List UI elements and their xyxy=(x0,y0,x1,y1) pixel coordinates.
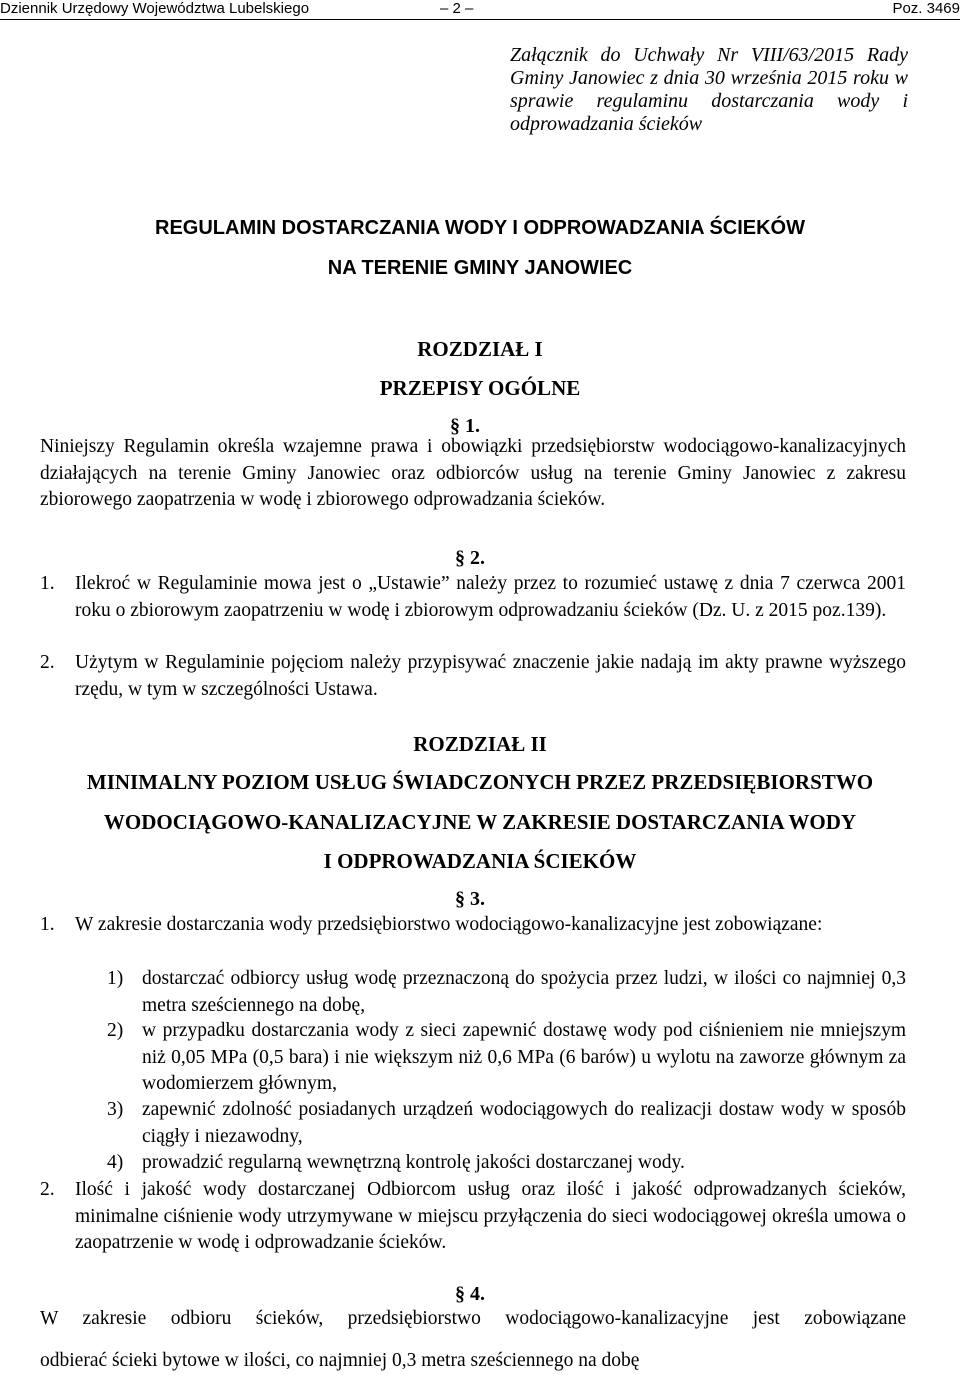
par3-item-1-num: 1. xyxy=(40,914,55,935)
chapter-2-title-line-2: WODOCIĄGOWO-KANALIZACYJNE W ZAKRESIE DOSTARCZANIA WODY xyxy=(103,810,857,834)
chapter-2-title-line-1: MINIMALNY POZIOM USŁUG ŚWIADCZONYCH PRZEZ PRZEDSIĘBIORSTWO xyxy=(86,770,874,794)
document-title-line-2: NA TERENIE GMINY JANOWIEC xyxy=(327,257,633,279)
paragraph-4-label: § 4. xyxy=(455,1283,485,1305)
par3-subitem-2-num: 2) xyxy=(107,1020,124,1041)
chapter-1-subheading: PRZEPISY OGÓLNE xyxy=(379,376,581,400)
chapter-1-heading: ROZDZIAŁ I xyxy=(417,337,543,361)
par3-subitem-2-text: w przypadku dostarczania wody z sieci zapewnić dostawę wody pod ciśnieniem nie mniejszym niż 0,05 MPa (0,5 bara) i nie większym niż 0,6 MPa (6 barów) u wylotu na zaworze głównym za wodomierzem głównym, xyxy=(142,1020,906,1094)
attachment-note: Załącznik do Uchwały Nr VIII/63/2015 Rady Gminy Janowiec z dnia 30 września 2015 roku w sprawie regulaminu dostarczania wody i odprowadzania ścieków xyxy=(510,44,908,135)
paragraph-4-line-1: W zakresie odbioru ścieków, przedsiębiorstwo wodociągowo-kanalizacyjne jest zobowiązane xyxy=(40,1308,906,1329)
page-number: – 2 – xyxy=(440,0,474,17)
par2-item-2-num: 2. xyxy=(40,652,55,673)
par3-subitem-1-text: dostarczać odbiorcy usług wodę przeznaczoną do spożycia przez ludzi, w ilości co najmniej 0,3 metra sześciennego na dobę, xyxy=(142,968,906,1016)
paragraph-1-text: Niniejszy Regulamin określa wzajemne prawa i obowiązki przedsiębiorstw wodociągowo-kanalizacyjnych działających na terenie Gminy Janowiec oraz odbiorców usług na terenie Gminy Janowiec z zakresu zbiorowego zaopatrzenia w wodę i zbiorowego odprowadzania ścieków. xyxy=(40,436,906,510)
paragraph-3-label: § 3. xyxy=(455,888,485,910)
par2-item-1-num: 1. xyxy=(40,573,55,594)
header-rule xyxy=(0,19,960,20)
par3-item-2-num: 2. xyxy=(40,1179,55,1200)
paragraph-1-label: § 1. xyxy=(450,415,480,437)
par3-subitem-3-num: 3) xyxy=(107,1099,124,1120)
par3-item-1-text: W zakresie dostarczania wody przedsiębiorstwo wodociągowo-kanalizacyjne jest zobowiązane: xyxy=(75,914,823,935)
chapter-2-heading: ROZDZIAŁ II xyxy=(413,732,547,756)
par3-subitem-4-text: prowadzić regularną wewnętrzną kontrolę jakości dostarczanej wody. xyxy=(142,1152,685,1173)
par2-item-2-text: Użytym w Regulaminie pojęciom należy przypisywać znaczenie jakie nadają im akty prawne wyższego rzędu, w tym w szczególności Ustawa. xyxy=(75,652,906,700)
document-title-line-1: REGULAMIN DOSTARCZANIA WODY I ODPROWADZANIA ŚCIEKÓW xyxy=(155,217,805,239)
par3-subitem-3-text: zapewnić zdolność posiadanych urządzeń wodociągowych do realizacji dostaw wody w sposób ciągły i niezawodny, xyxy=(142,1099,906,1147)
par3-subitem-4-num: 4) xyxy=(107,1152,124,1173)
par2-item-1-text: Ilekroć w Regulaminie mowa jest o „Ustawie” należy przez to rozumieć ustawę z dnia 7 czerwca 2001 roku o zbiorowym zaopatrzeniu w wodę i zbiorowym odprowadzaniu ścieków (Dz. U. z 2015 poz.139). xyxy=(75,573,906,621)
paragraph-4-line-2: odbierać ścieki bytowe w ilości, co najmniej 0,3 metra sześciennego na dobę xyxy=(40,1350,640,1371)
paragraph-2-label: § 2. xyxy=(455,547,485,569)
page-header xyxy=(0,0,960,20)
journal-name: Dziennik Urzędowy Województwa Lubelskiego xyxy=(0,0,310,17)
chapter-2-title-line-3: I ODPROWADZANIA ŚCIEKÓW xyxy=(323,849,637,873)
par3-subitem-1-num: 1) xyxy=(107,968,124,989)
position-number: Poz. 3469 xyxy=(892,0,960,17)
par3-item-2-text: Ilość i jakość wody dostarczanej Odbiorcom usług oraz ilość i jakość odprowadzanych ścieków, minimalne ciśnienie wody utrzymywane w miejscu przyłączenia do sieci wodociągowej określa umowa o zaopatrzenie w wodę i odprowadzanie ścieków. xyxy=(75,1179,906,1253)
